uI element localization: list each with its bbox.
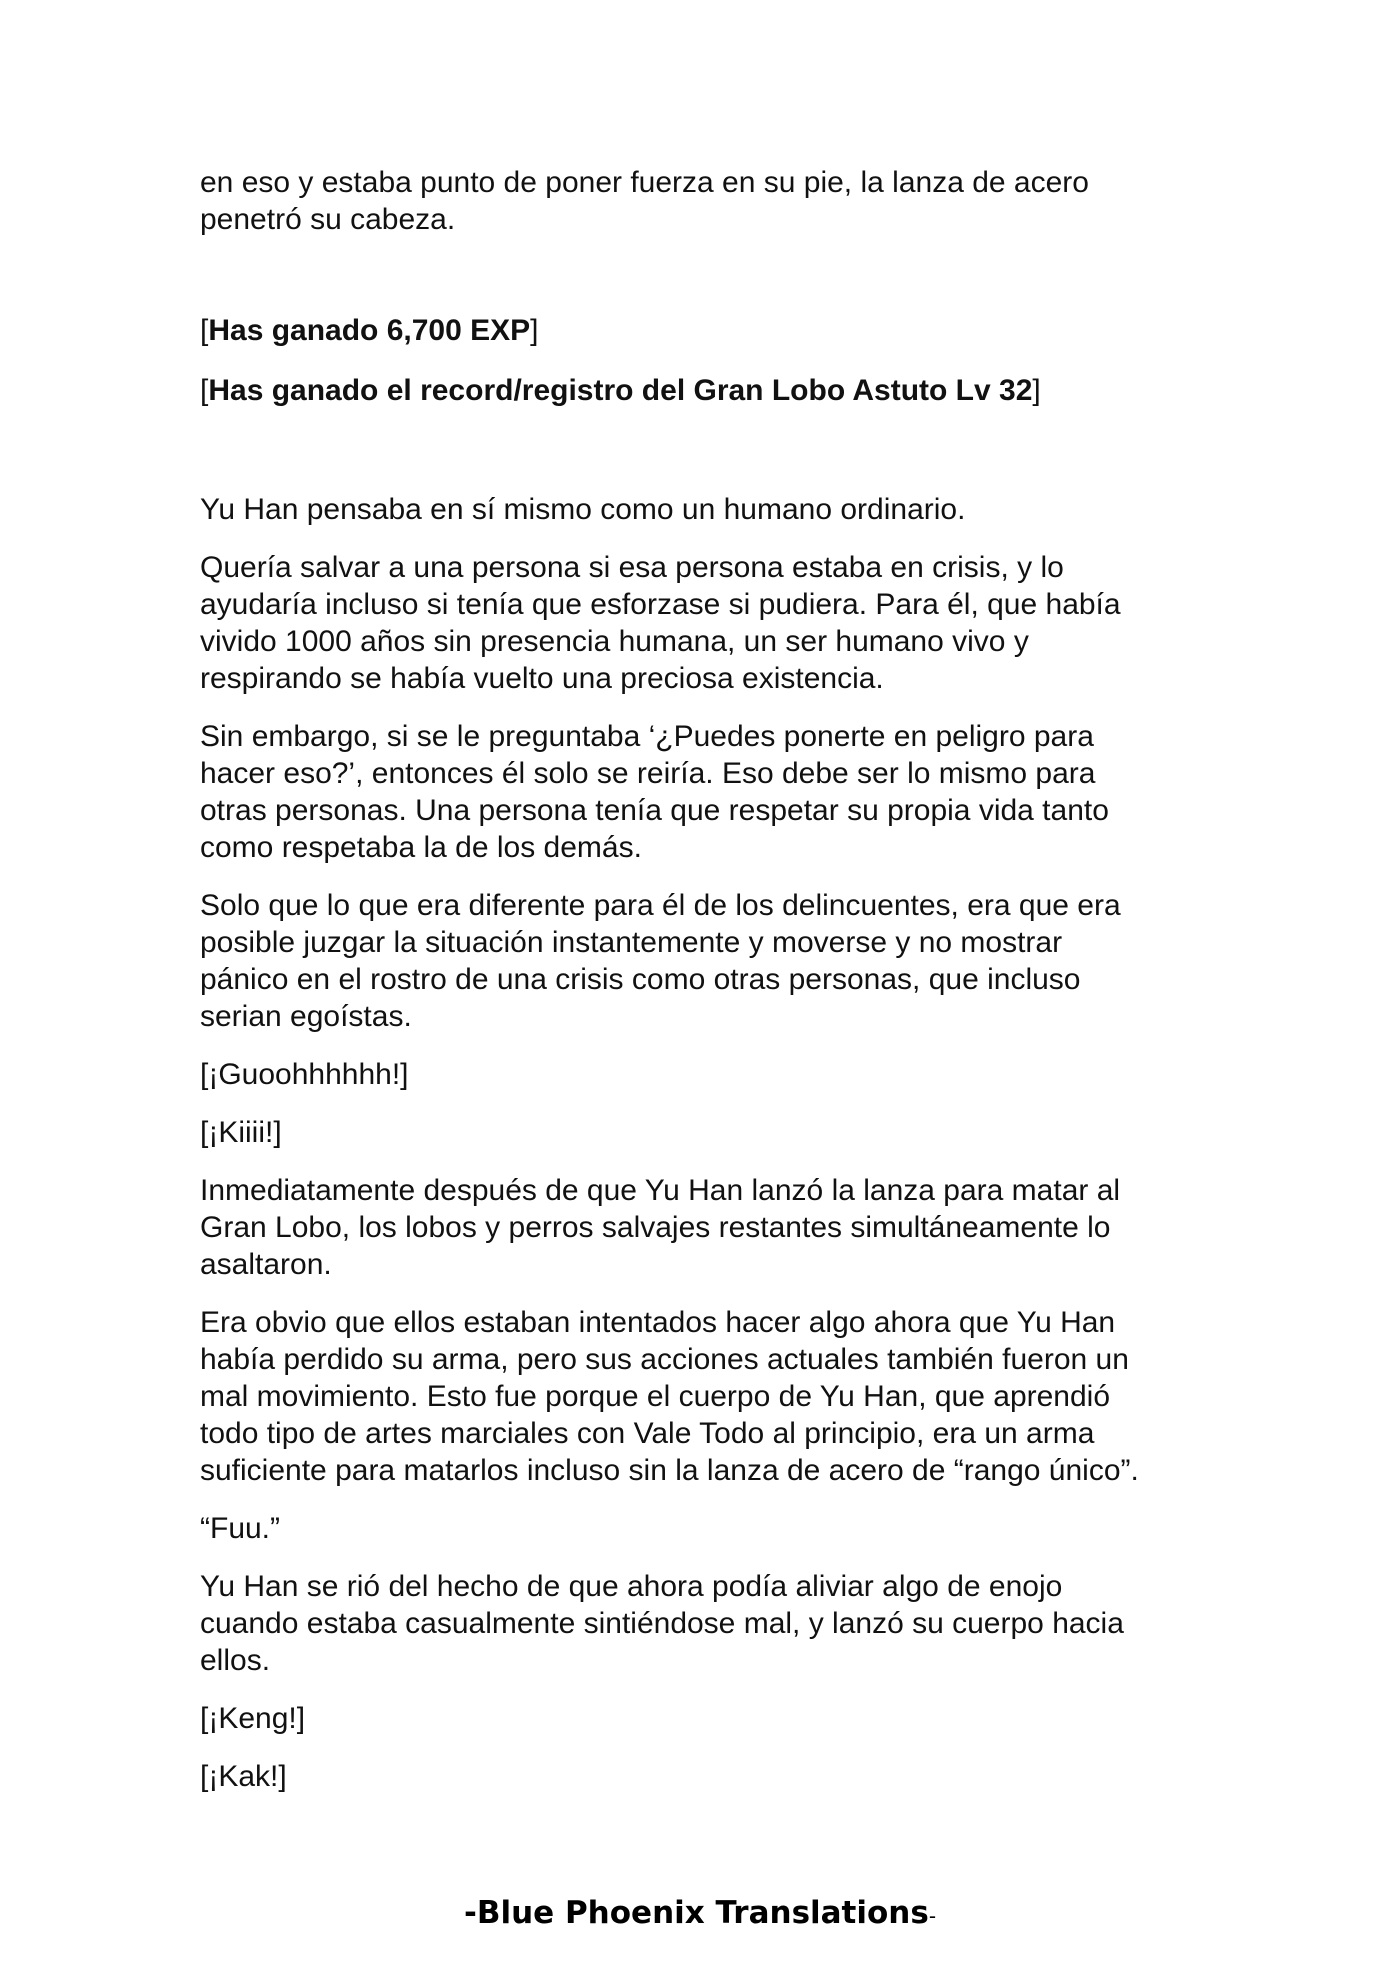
paragraph: Inmediatamente después de que Yu Han lanzó la lanza para matar al Gran Lobo, los lobos y perros salvajes restantes simultáneamente lo asaltaron. — [200, 1174, 1121, 1281]
system-message-exp-text: Has ganado 6,700 EXP — [208, 314, 531, 347]
credit-title: Blue Phoenix Translations — [476, 1895, 929, 1931]
paragraph: Yu Han se rió del hecho de que ahora podía aliviar algo de enojo cuando estaba casualmente sintiéndose mal, y lanzó su cuerpo hacia ellos. — [200, 1570, 1124, 1677]
sound-effect: [¡Keng!] — [200, 1702, 306, 1735]
sound-effect: [¡Guoohhhhhh!] — [200, 1058, 409, 1091]
paragraph: Yu Han pensaba en sí mismo como un humano ordinario. — [200, 493, 966, 526]
system-message-record-text: Has ganado el record/registro del Gran Lobo Astuto Lv 32 — [208, 374, 1033, 407]
paragraph: Solo que lo que era diferente para él de los delincuentes, era que era posible juzgar la situación instantemente y moverse y no mostrar pánico en el rostro de una crisis como otras personas, que incluso serian egoístas. — [200, 889, 1121, 1033]
paragraph-continuation: en eso y estaba punto de poner fuerza en su pie, la lanza de acero penetró su cabeza. — [200, 166, 1089, 236]
credit-trail-dash: - — [928, 1904, 937, 1928]
document-page — [200, 164, 1220, 1816]
system-message-record: [Has ganado el record/registro del Gran Lobo Astuto Lv 32] — [200, 374, 1041, 407]
sound-effect: [¡Kak!] — [200, 1760, 287, 1793]
paragraph: Sin embargo, si se le preguntaba ‘¿Puedes ponerte en peligro para hacer eso?’, entonces él solo se reiría. Eso debe ser lo mismo para otras personas. Una persona tenía que respetar su propia vida tanto como respetaba la de los demás. — [200, 720, 1109, 864]
translator-credit — [0, 1895, 1400, 1931]
system-message-exp: [Has ganado 6,700 EXP] — [200, 314, 539, 347]
dialogue-line: “Fuu.” — [200, 1512, 281, 1545]
credit-lead-dash: - — [463, 1895, 477, 1931]
sound-effect: [¡Kiiii!] — [200, 1116, 282, 1149]
paragraph: Quería salvar a una persona si esa persona estaba en crisis, y lo ayudaría incluso si tenía que esforzase si pudiera. Para él, que había vivido 1000 años sin presencia humana, un ser humano vivo y respirando se había vuelto una preciosa existencia. — [200, 551, 1121, 695]
paragraph: Era obvio que ellos estaban intentados hacer algo ahora que Yu Han había perdido su arma, pero sus acciones actuales también fueron un mal movimiento. Esto fue porque el cuerpo de Yu Han, que aprendió todo tipo de artes marciales con Vale Todo al principio, era un arma suficiente para matarlos incluso sin la lanza de acero de “rango único”. — [200, 1306, 1139, 1487]
